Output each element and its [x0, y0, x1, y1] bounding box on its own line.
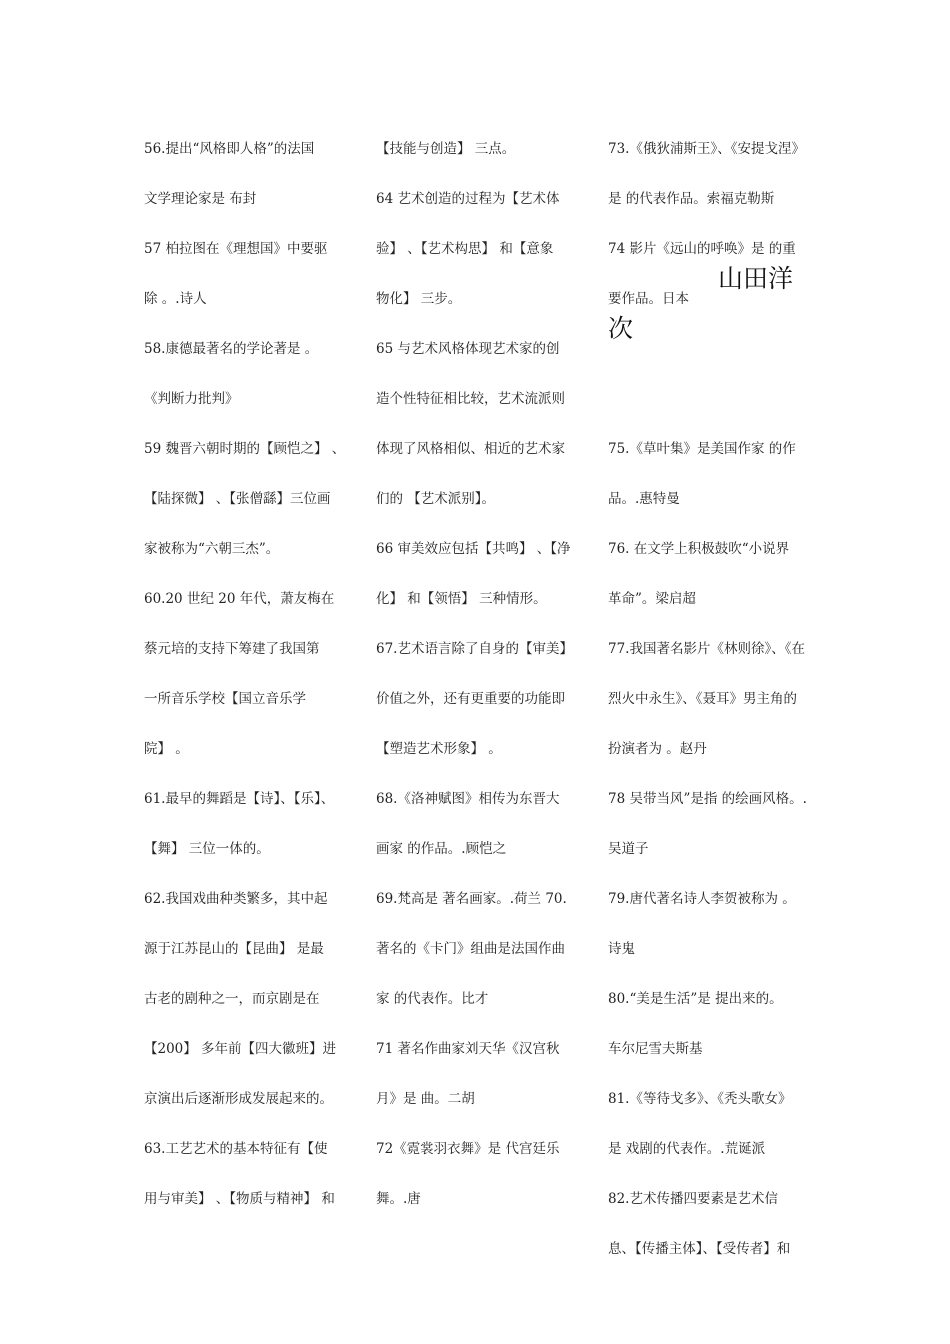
text-line: 著名的《卡门》组曲是法国作曲 — [376, 941, 565, 957]
text-line: 家被称为“六朝三杰”。 — [144, 541, 280, 557]
text-line: 烈火中永生》、《聂耳》男主角的 — [608, 691, 797, 707]
large-answer-line-2: 次 — [608, 314, 634, 343]
text-line: 要作品。日本 — [608, 291, 689, 307]
text-line: 们的 【艺术派别】。 — [376, 491, 496, 507]
text-line: 扮演者为 。赵丹 — [608, 741, 707, 757]
column-3 — [608, 132, 818, 1282]
large-answer-line-1: 山田洋 — [718, 264, 794, 293]
text-line: 物化】 三步。 — [376, 291, 462, 307]
text-line: 76. 在文学上积极鼓吹“小说界 — [608, 541, 790, 557]
text-line: 吴道子 — [608, 841, 649, 857]
text-line: 81.《等待戈多》、《秃头歌女》 — [608, 1091, 792, 1107]
text-line: 用与审美】 、【物质与精神】 和 — [144, 1191, 335, 1207]
text-line: 验】 、【艺术构思】 和【意象 — [376, 241, 554, 257]
text-line: 【陆探微】 、【张僧繇】三位画 — [144, 491, 331, 507]
text-line: 59 魏晋六朝时期的【顾恺之】 、 — [144, 441, 346, 457]
text-line: 革命”。梁启超 — [608, 591, 696, 607]
text-line: 74 影片《远山的呼唤》是 的重 — [608, 241, 796, 257]
text-line: 是 的代表作品。索福克勒斯 — [608, 191, 775, 207]
text-line: 64 艺术创造的过程为【艺术体 — [376, 191, 560, 207]
text-line: 一所音乐学校【国立音乐学 — [144, 691, 306, 707]
text-line: 【200】 多年前【四大徽班】进 — [144, 1041, 337, 1057]
text-line — [608, 332, 818, 382]
text-line: 66 审美效应包括【共鸣】 、【净 — [376, 541, 571, 557]
text-line: 家 的代表作。比才 — [376, 991, 489, 1007]
text-line: 63.工艺艺术的基本特征有【使 — [144, 1141, 328, 1157]
text-line: 71 著名作曲家刘天华《汉宫秋 — [376, 1041, 560, 1057]
column-2 — [376, 132, 586, 1232]
text-line: 体现了风格相似、相近的艺术家 — [376, 441, 565, 457]
text-line: 61.最早的舞蹈是【诗】、【乐】、 — [144, 791, 335, 807]
text-line: 78 吴带当风”是指 的绘画风格。. — [608, 791, 807, 807]
text-line: 蔡元培的支持下筹建了我国第 — [144, 641, 320, 657]
text-line: 57 柏拉图在《理想国》中要驱 — [144, 241, 328, 257]
text-line: 化】 和【领悟】 三种情形。 — [376, 591, 547, 607]
text-line: 画家 的作品。.顾恺之 — [376, 841, 507, 857]
text-line: 文学理论家是 布封 — [144, 191, 257, 207]
text-line: 舞。.唐 — [376, 1191, 421, 1207]
text-line: 65 与艺术风格体现艺术家的创 — [376, 341, 560, 357]
text-line: 77.我国著名影片《林则徐》、《在 — [608, 641, 805, 657]
text-line: 67.艺术语言除了自身的【审美】 — [376, 641, 573, 657]
column-1 — [144, 132, 349, 1232]
text-line: 品。.惠特曼 — [608, 491, 680, 507]
text-line: 82.艺术传播四要素是艺术信 — [608, 1191, 778, 1207]
text-line: 《判断力批判》 — [144, 391, 239, 407]
text-line: 【塑造艺术形象】 。 — [376, 741, 502, 757]
text-line: 古老的剧种之一，而京剧是在 — [144, 991, 320, 1007]
text-line: 是 戏剧的代表作。.荒诞派 — [608, 1141, 766, 1157]
text-line: 73.《俄狄浦斯王》、《安提戈涅》 — [608, 141, 805, 157]
text-line: 80.“美是生活”是 提出来的。 — [608, 991, 783, 1007]
text-line: 56.提出“风格即人格”的法国 — [144, 141, 315, 157]
text-line: 月》是 曲。二胡 — [376, 1091, 475, 1107]
text-line: 诗鬼 — [608, 941, 635, 957]
text-line: 58.康德最著名的学论著是 。 — [144, 341, 319, 357]
text-line: 院】 。 — [144, 741, 189, 757]
text-line: 除 。.诗人 — [144, 291, 207, 307]
text-line: 【舞】 三位一体的。 — [144, 841, 270, 857]
text-line: 60.20 世纪 20 年代，萧友梅在 — [144, 591, 335, 607]
text-line: 【技能与创造】 三点。 — [376, 141, 516, 157]
text-line — [608, 382, 818, 432]
text-line: 72《霓裳羽衣舞》是 代宫廷乐 — [376, 1141, 560, 1157]
text-line: 79.唐代著名诗人李贺被称为 。 — [608, 891, 796, 907]
text-line: 69.梵高是 著名画家。.荷兰 70. — [376, 891, 567, 907]
text-line: 价值之外，还有更重要的功能即 — [376, 691, 565, 707]
text-line: 车尔尼雪夫斯基 — [608, 1041, 703, 1057]
text-line: 息、【传播主体】、【受传者】和 — [608, 1241, 791, 1257]
text-line: 68.《洛神赋图》相传为东晋大 — [376, 791, 560, 807]
text-line: 62.我国戏曲种类繁多，其中起 — [144, 891, 328, 907]
text-line: 75.《草叶集》是美国作家 的作 — [608, 441, 796, 457]
text-line: 源于江苏昆山的【昆曲】 是最 — [144, 941, 324, 957]
text-line: 造个性特征相比较，艺术流派则 — [376, 391, 565, 407]
text-line: 京演出后逐渐形成发展起来的。 — [144, 1091, 333, 1107]
